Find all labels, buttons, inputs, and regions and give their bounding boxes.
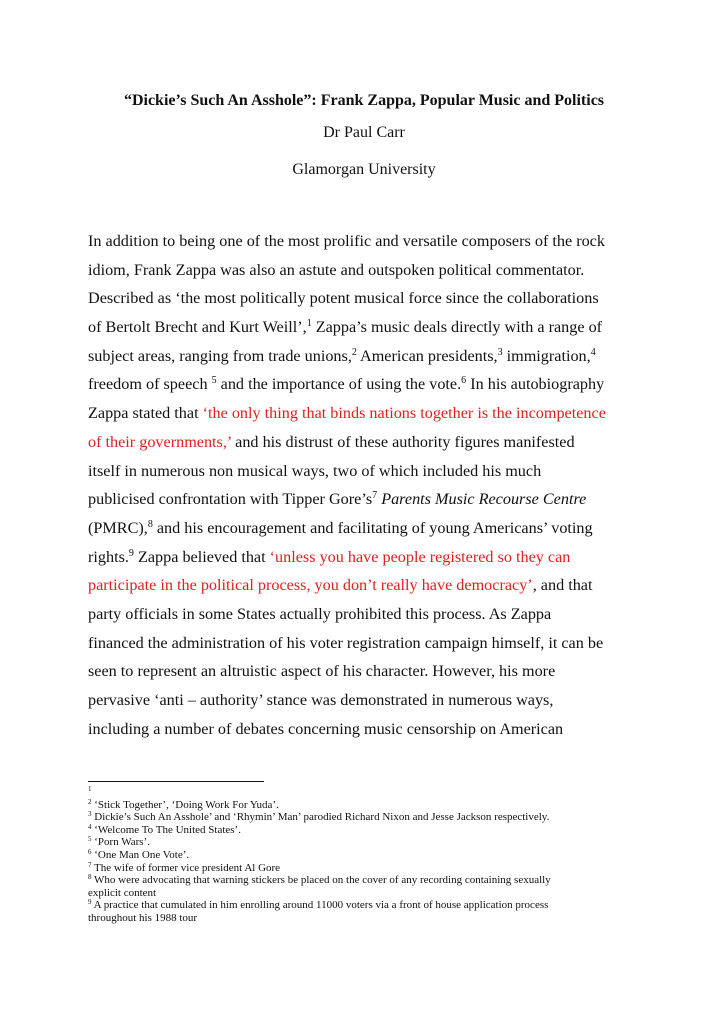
footnote-divider [88,781,264,782]
body-line: itself in numerous non musical ways, two of which included his much [88,461,542,480]
footnote-ref[interactable]: 8 [147,518,153,530]
organisation-name: Parents Music Recourse Centre [377,490,587,509]
footnote-ref[interactable]: 7 [372,490,378,502]
footnote: $^2$ ‘Stick Together’, ‘Doing Work For Yuda’. [88,797,279,811]
body-line: party officials in some States actually prohibited this process. As Zappa [88,604,552,623]
body-line: rights.$^9$ Zappa believed that ‘unless you have people registered so they can [88,547,571,566]
body-line: seen to represent an altruistic aspect of his character. However, his more [88,662,556,681]
body-line: of their governments,’ and his distrust of these authority figures manifested [88,432,575,451]
body-line: Described as ‘the most politically potent musical force since the collaborations [88,289,599,308]
footnote: $^3$ Dickie’s Such An Asshole’ and ‘Rhymin’ Man’ parodied Richard Nixon and Jesse Jackson respectively. [88,810,550,824]
body-paragraph [88,227,648,743]
footnote-ref[interactable]: 3 [497,346,503,358]
body-line: freedom of speech $^5$ and the importance of using the vote.$^6$ In his autobiography [88,375,605,394]
quote-text: ‘the only thing that binds nations together is the incompetence [202,404,606,423]
footnote-ref[interactable]: 1 [306,318,312,330]
body-line: In addition to being one of the most prolific and versatile composers of the rock [88,232,605,250]
footnote-ref[interactable]: 4 [590,346,596,358]
footnote: $^7$ The wife of former vice president Al Gore [88,860,281,874]
author-name: Dr Paul Carr [323,124,405,141]
body-line: financed the administration of his voter registration campaign himself, it can be [88,633,604,652]
footnote: $^8$ Who were advocating that warning stickers be placed on the cover of any recording containing sexually [88,873,551,887]
body-line: pervasive ‘anti – authority’ stance was demonstrated in numerous ways, [88,691,554,709]
footnotes [88,786,648,925]
footnote-ref[interactable]: 2 [351,346,357,358]
body-line: of Bertolt Brecht and Kurt Weill’,$^1$ Zappa’s music deals directly with a range of [88,318,603,337]
author-affiliation: Glamorgan University [292,161,436,178]
body-line: (PMRC),$^8$ and his encouragement and facilitating of young Americans’ voting [88,518,593,537]
footnote: 1 [88,785,92,793]
footnote-continuation: throughout his 1988 tour [88,911,198,924]
footnote: $^9$ A practice that cumulated in him enrolling around 11000 voters via a front of house application process [88,898,549,912]
quote-text: ‘unless you have people registered so they can [269,547,571,566]
quote-text: participate in the political process, you don’t really have democracy’ [88,576,533,595]
body-line: including a number of debates concerning music censorship on American [88,719,564,738]
paper-title: “Dickie’s Such An Asshole”: Frank Zappa, Popular Music and Politics [123,92,605,109]
footnote-ref[interactable]: 6 [461,375,467,387]
body-line: Zappa stated that ‘the only thing that binds nations together is the incompetence [88,404,606,423]
footnote: $^4$ ‘Welcome To The United States’. [88,822,241,836]
footnote: $^5$ ‘Porn Wars’. [88,835,150,849]
quote-text: of their governments,’ [88,432,232,451]
footnote-continuation: explicit content [88,886,157,899]
footnote-ref[interactable]: 5 [211,375,217,387]
footnote: $^6$ ‘One Man One Vote’. [88,847,190,861]
body-line: participate in the political process, you don’t really have democracy’, and that [88,576,593,595]
footnote-ref[interactable]: 9 [128,547,134,559]
body-line: publicised confrontation with Tipper $Gore’s^7$ Parents Music Recourse Centre [88,490,587,509]
body-line: idiom, Frank Zappa was also an astute and outspoken political commentator. [88,260,585,279]
body-line: subject areas, ranging from trade unions,$^2$ American presidents,$^3$ immigration,$^4$ [88,346,596,365]
